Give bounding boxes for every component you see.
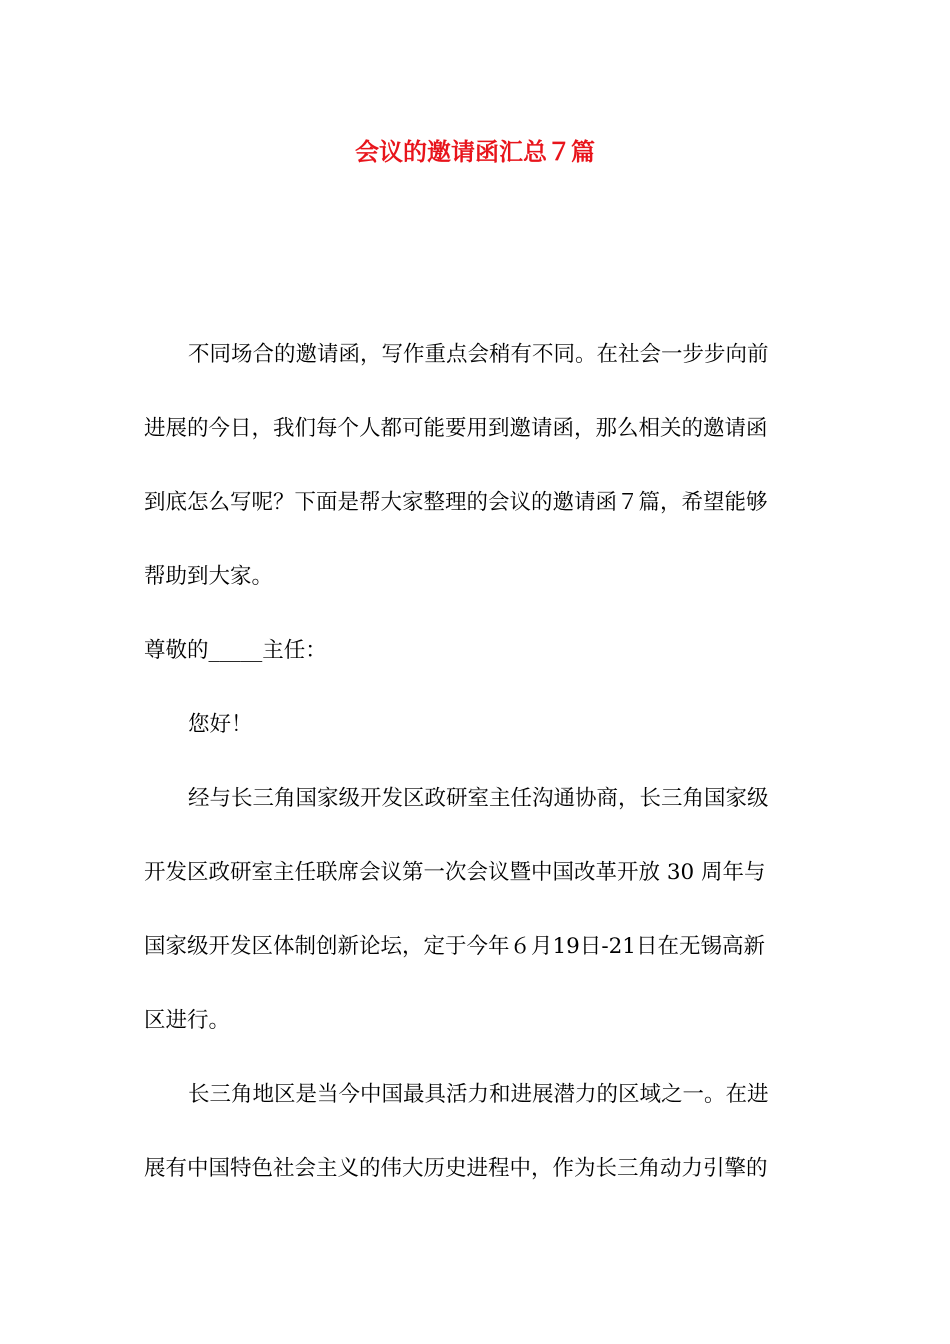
paragraph-line: 经与长三角国家级开发区政研室主任沟通协商，长三角国家级 [188,786,769,811]
paragraph-line: 帮助到大家。 [144,564,274,589]
paragraph-line: 开发区政研室主任联席会议第一次会议暨中国改革开放 30 周年与 [144,860,766,885]
paragraph-line: 展有中国特色社会主义的伟大历史进程中，作为长三角动力引擎的 [144,1156,768,1181]
paragraph-line: 长三角地区是当今中国最具活力和进展潜力的区域之一。在进 [188,1082,769,1107]
document-body [144,318,806,1206]
salutation-line: 尊敬的_____主任： [144,638,327,663]
paragraph-line: 不同场合的邀请函，写作重点会稍有不同。在社会一步步向前 [188,342,769,367]
paragraph-line: 进展的今日，我们每个人都可能要用到邀请函，那么相关的邀请函 [144,416,768,441]
document-title: 会议的邀请函汇总７篇 [355,137,595,166]
paragraph-line: 到底怎么写呢？下面是帮大家整理的会议的邀请函７篇，希望能够 [144,490,768,515]
greeting-line: 您好！ [188,712,253,737]
paragraph-line: 区进行。 [144,1008,231,1033]
paragraph-line: 国家级开发区体制创新论坛，定于今年６月19日-21日在无锡高新 [144,934,765,959]
